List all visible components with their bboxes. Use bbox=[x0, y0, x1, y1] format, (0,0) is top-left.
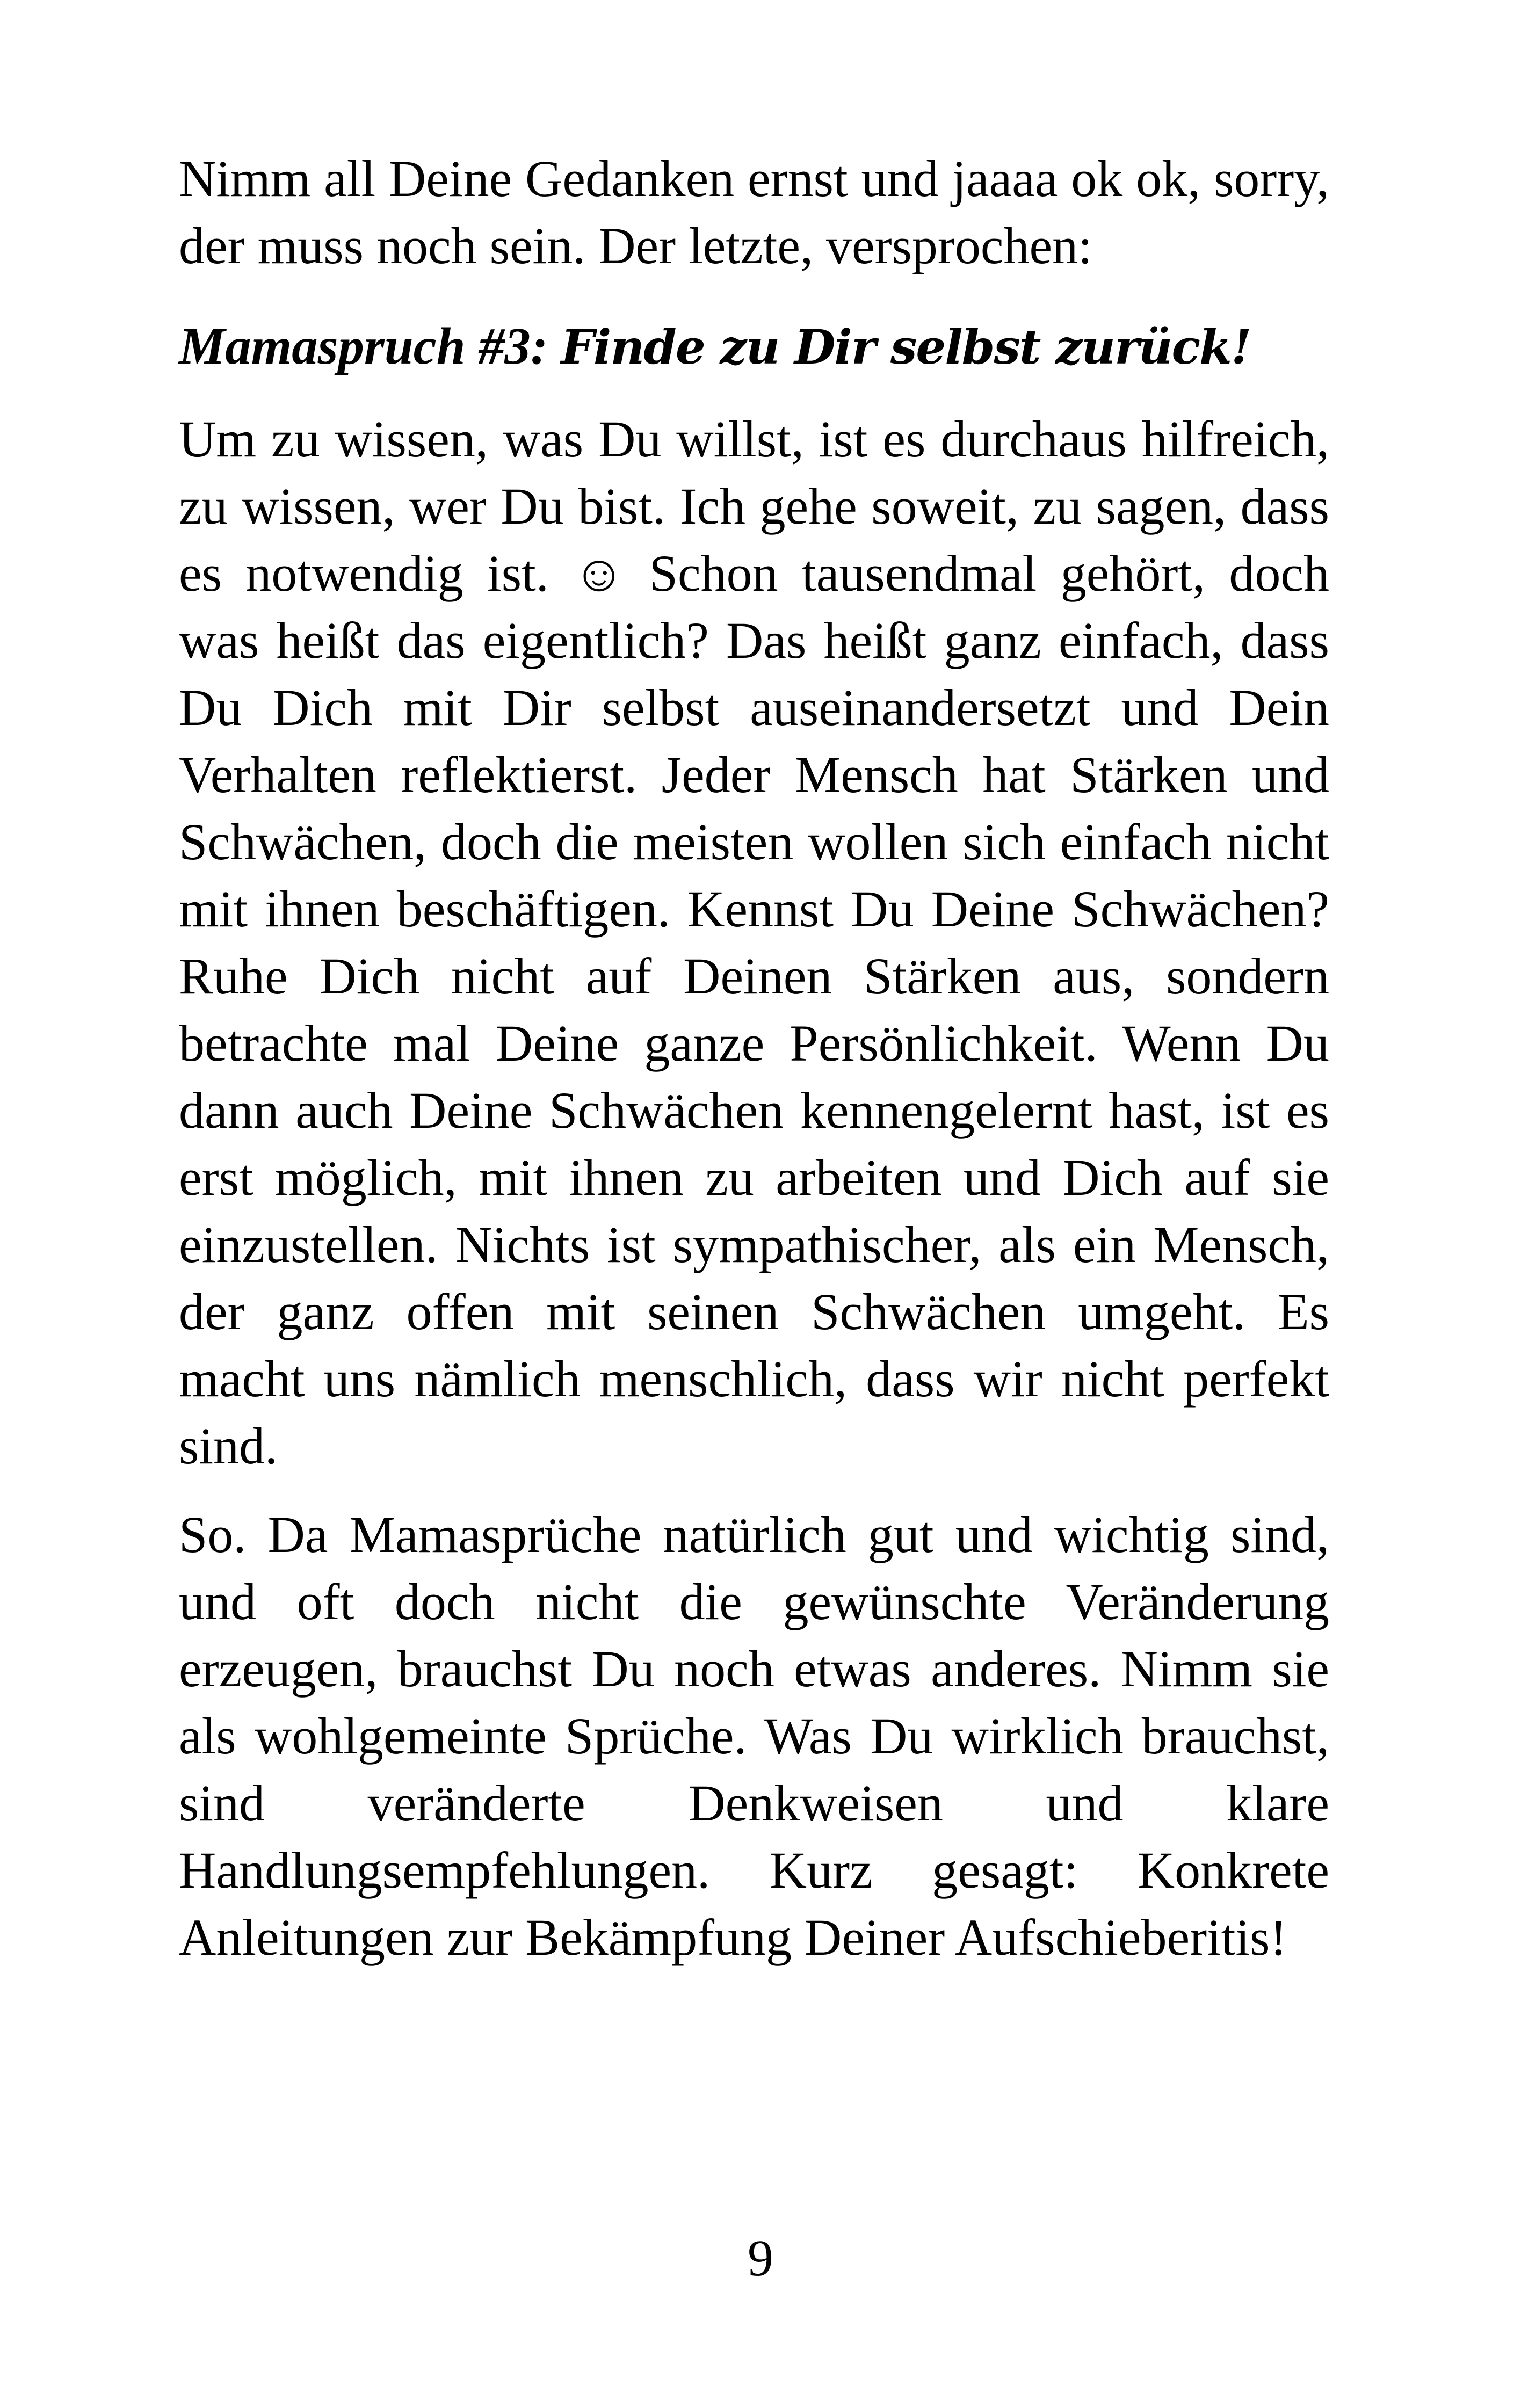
body-paragraph-1: Um zu wissen, was Du willst, ist es durchaus hilfreich, zu wissen, wer Du bist. Ich gehe soweit, zu sagen, dass es notwendig ist. ☺ Schon tausendmal gehört, doch was heißt das eigentlich? Das heißt ganz einfach, dass Du Dich mit Dir selbst auseinandersetzt und Dein Verhalten reflektierst. Jeder Mensch hat Stärken und Schwächen, doch die meisten wollen sich einfach nicht mit ihnen beschäftigen. Kennst Du Deine Schwächen? Ruhe Dich nicht auf Deinen Stärken aus, sondern betrachte mal Deine ganze Persönlichkeit. Wenn Du dann auch Deine Schwächen kennengelernt hast, ist es erst möglich, mit ihnen zu arbeiten und Dich auf sie einzustellen. Nichts ist sympathischer, als ein Mensch, der ganz offen mit seinen Schwächen umgeht. Es macht uns nämlich menschlich, dass wir nicht perfekt sind. bbox=[179, 410, 1329, 1475]
page-number: 9 bbox=[748, 2229, 773, 2287]
intro-paragraph: Nimm all Deine Gedanken ernst und jaaaa ok ok, sorry, der muss noch sein. Der letzte, versprochen: bbox=[179, 150, 1329, 274]
paragraph-gap bbox=[179, 1479, 1329, 1501]
heading-label: Mamaspruch #3: bbox=[179, 317, 548, 375]
body-paragraph-2: So. Da Mamasprüche natürlich gut und wichtig sind, und oft doch nicht die gewünschte Veränderung erzeugen, brauchst Du noch etwas anderes. Nimm sie als wohlgemeinte Sprüche. Was Du wirklich brauchst, sind veränderte Denkweisen und klare Handlungsempfehlungen. Kurz gesagt: Konkrete Anleitungen zur Bekämpfung Deiner Aufschieberitis! bbox=[179, 1506, 1329, 1966]
page-body bbox=[179, 145, 1329, 1971]
section-heading bbox=[179, 313, 1329, 381]
heading-motto: Finde zu Dir selbst zurück! bbox=[561, 319, 1251, 375]
